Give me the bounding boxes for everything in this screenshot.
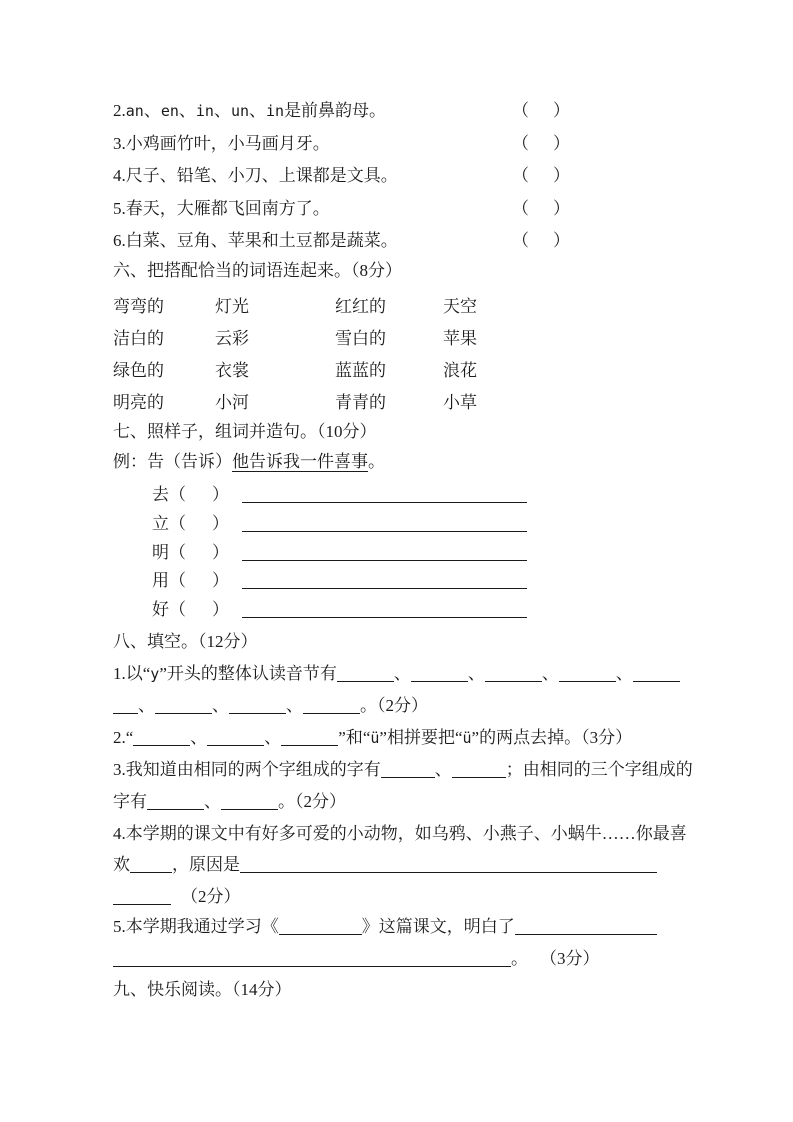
fill-line (113, 853, 680, 877)
fill-line (113, 694, 680, 718)
judge-item-5 (113, 197, 680, 221)
fill-line (113, 790, 680, 814)
text-run: ） (212, 600, 229, 619)
answer-parens (512, 99, 570, 123)
text-run: （3分） (540, 949, 600, 968)
answer-blank (279, 918, 362, 935)
match-word: 灯光 (215, 297, 249, 316)
match-word: 青青的 (335, 393, 386, 412)
paren-gap (529, 197, 553, 221)
answer-blank (242, 572, 527, 589)
answer-blank (452, 761, 506, 778)
text-run: ） (212, 543, 229, 562)
paren-gap (529, 164, 553, 188)
text-run: 、 (393, 664, 411, 683)
text-run: 。（2分） (360, 696, 428, 715)
fill-line (113, 662, 680, 686)
text-run: ） (212, 571, 229, 590)
fill-line (113, 758, 693, 782)
text-run: 、 (286, 696, 303, 715)
answer-parens (512, 132, 570, 156)
answer-blank (229, 697, 286, 714)
text-run: 6.白菜、豆角、苹果和土豆都是蔬菜。 (113, 231, 398, 250)
text-run: 欢 (113, 855, 130, 874)
underlined-text: 他告诉我一件喜事 (232, 452, 368, 471)
example-line (113, 450, 680, 474)
judge-item-6 (113, 229, 680, 253)
text-run: 、 (212, 696, 229, 715)
text-run: 2.“ (113, 728, 134, 747)
text-run: 、 (204, 792, 221, 811)
answer-blank (515, 918, 657, 935)
answer-blank (381, 761, 435, 778)
judge-item-4 (113, 164, 680, 188)
text-run: 去（ (152, 485, 186, 504)
section-7-title: 七、照样子，组词并造句。（10分） (113, 422, 377, 441)
pinyin-text: ü (370, 729, 380, 747)
answer-blank (559, 665, 616, 682)
text-run: ，原因是 (172, 855, 240, 874)
text-run: 、 (467, 664, 485, 683)
match-word: 天空 (443, 297, 477, 316)
answer-blank (411, 665, 468, 682)
fill-line (113, 885, 680, 909)
text-run: ） (212, 485, 229, 504)
match-word: 弯弯的 (113, 297, 164, 316)
text-run: 。 (368, 452, 385, 471)
pinyin-text: an (125, 102, 144, 120)
paren-gap (529, 229, 553, 253)
section-7-header (113, 420, 680, 444)
answer-parens (512, 229, 570, 253)
answer-blank (113, 697, 138, 714)
text-run: 3.我知道由相同的两个字组成的字有 (113, 760, 381, 779)
text-run: ”开头的整体认读音节有 (159, 664, 337, 683)
text-run: 、 (249, 101, 266, 120)
text-run: ”的两点去掉。（3分） (471, 728, 633, 747)
pinyin-text: y (150, 665, 160, 683)
text-run: 1.以“ (113, 664, 151, 683)
word-sentence-row (113, 512, 680, 536)
text-run: 、 (143, 101, 161, 120)
section-8-title: 八、填空。（12分） (113, 632, 258, 651)
answer-blank (133, 729, 190, 746)
answer-blank (221, 793, 278, 810)
text-run: 2. (113, 101, 126, 120)
close-paren: ） (553, 231, 570, 250)
open-paren: （ (512, 101, 529, 120)
text-run: 。 (511, 949, 528, 968)
fill-line (113, 915, 680, 939)
text-run: 4.尺子、铅笔、小刀、上课都是文具。 (113, 166, 398, 185)
text-run: 。（2分） (278, 792, 346, 811)
close-paren: ） (553, 101, 570, 120)
text-run: 3.小鸡画竹叶，小马画月牙。 (113, 134, 330, 153)
section-6-title: 六、把搭配恰当的词语连起来。（8分） (113, 261, 402, 280)
section-8-header (113, 630, 680, 654)
match-word: 衣裳 (215, 361, 249, 380)
matching-grid (113, 291, 680, 419)
match-word: 苹果 (443, 329, 477, 348)
text-run: 4.本学期的课文中有好多可爱的小动物，如乌鸦、小燕子、小蜗牛……你最喜 (113, 824, 687, 843)
text-run: ”和“ (338, 728, 371, 747)
text-run: 、 (541, 664, 559, 683)
section-9-title: 九、快乐阅读。（14分） (113, 980, 292, 999)
pinyin-text: en (160, 102, 179, 120)
answer-blank (242, 601, 527, 618)
answer-blank (242, 515, 527, 532)
match-word: 明亮的 (113, 393, 164, 412)
text-run: 、 (264, 728, 282, 747)
match-word: 洁白的 (113, 329, 164, 348)
judge-item-2 (113, 99, 680, 123)
paren-gap (529, 99, 553, 123)
answer-blank (113, 888, 171, 905)
pinyin-text: in (266, 102, 285, 120)
match-word: 小草 (443, 393, 477, 412)
open-paren: （ (512, 199, 529, 218)
close-paren: ） (553, 199, 570, 218)
word-sentence-row (113, 569, 680, 593)
text-run: 用（ (152, 571, 186, 590)
text-run: 》这篇课文，明白了 (361, 917, 515, 936)
match-word: 小河 (215, 393, 249, 412)
fill-line (113, 947, 680, 971)
answer-blank (240, 856, 657, 873)
fill-line (113, 726, 680, 750)
match-word: 蓝蓝的 (335, 361, 386, 380)
answer-parens (512, 197, 570, 221)
answer-blank (242, 544, 527, 561)
paren-gap (529, 132, 553, 156)
text-run: ） (212, 514, 229, 533)
text-run: 、 (138, 696, 155, 715)
fill-line (113, 822, 687, 846)
match-word: 绿色的 (113, 361, 164, 380)
text-run: 、 (178, 101, 196, 120)
pinyin-text: ü (462, 729, 472, 747)
text-run: 例：告（告诉） (113, 452, 232, 471)
text-run: 明（ (152, 543, 186, 562)
text-run: 、 (213, 101, 231, 120)
close-paren: ） (553, 166, 570, 185)
answer-blank (155, 697, 212, 714)
answer-blank (337, 665, 394, 682)
text-run: ”相拼要把“ (379, 728, 463, 747)
match-word: 云彩 (215, 329, 249, 348)
text-run: 好（ (152, 600, 186, 619)
match-word: 雪白的 (335, 329, 386, 348)
document-body (113, 0, 693, 1122)
pinyin-text: un (230, 102, 249, 120)
answer-blank (242, 486, 527, 503)
word-sentence-row (113, 598, 680, 622)
match-word: 浪花 (443, 361, 477, 380)
close-paren: ） (553, 134, 570, 153)
pinyin-text: in (195, 102, 214, 120)
word-sentence-row (113, 541, 680, 565)
match-word: 红红的 (335, 297, 386, 316)
judge-item-3 (113, 132, 680, 156)
answer-blank (147, 793, 204, 810)
text-run: 字有 (113, 792, 147, 811)
answer-blank (303, 697, 360, 714)
answer-blank (130, 856, 172, 873)
open-paren: （ (512, 231, 529, 250)
answer-blank (281, 729, 338, 746)
text-run: 、 (615, 664, 633, 683)
word-sentence-row (113, 483, 680, 507)
answer-blank (633, 665, 680, 682)
answer-parens (512, 164, 570, 188)
answer-blank (485, 665, 542, 682)
answer-blank (113, 950, 511, 967)
open-paren: （ (512, 134, 529, 153)
text-run: 5.本学期我通过学习《 (113, 917, 279, 936)
section-9-header (113, 978, 680, 1002)
text-run: 、 (190, 728, 208, 747)
text-run: 是前鼻韵母。 (284, 101, 387, 120)
text-run: 立（ (152, 514, 186, 533)
open-paren: （ (512, 166, 529, 185)
text-run: （2分） (181, 887, 241, 906)
text-run: ；由相同的三个字组成的 (505, 760, 693, 779)
text-run: 、 (434, 760, 452, 779)
section-6-header (113, 259, 680, 283)
text-run: 5.春天，大雁都飞回南方了。 (113, 199, 330, 218)
answer-blank (207, 729, 264, 746)
